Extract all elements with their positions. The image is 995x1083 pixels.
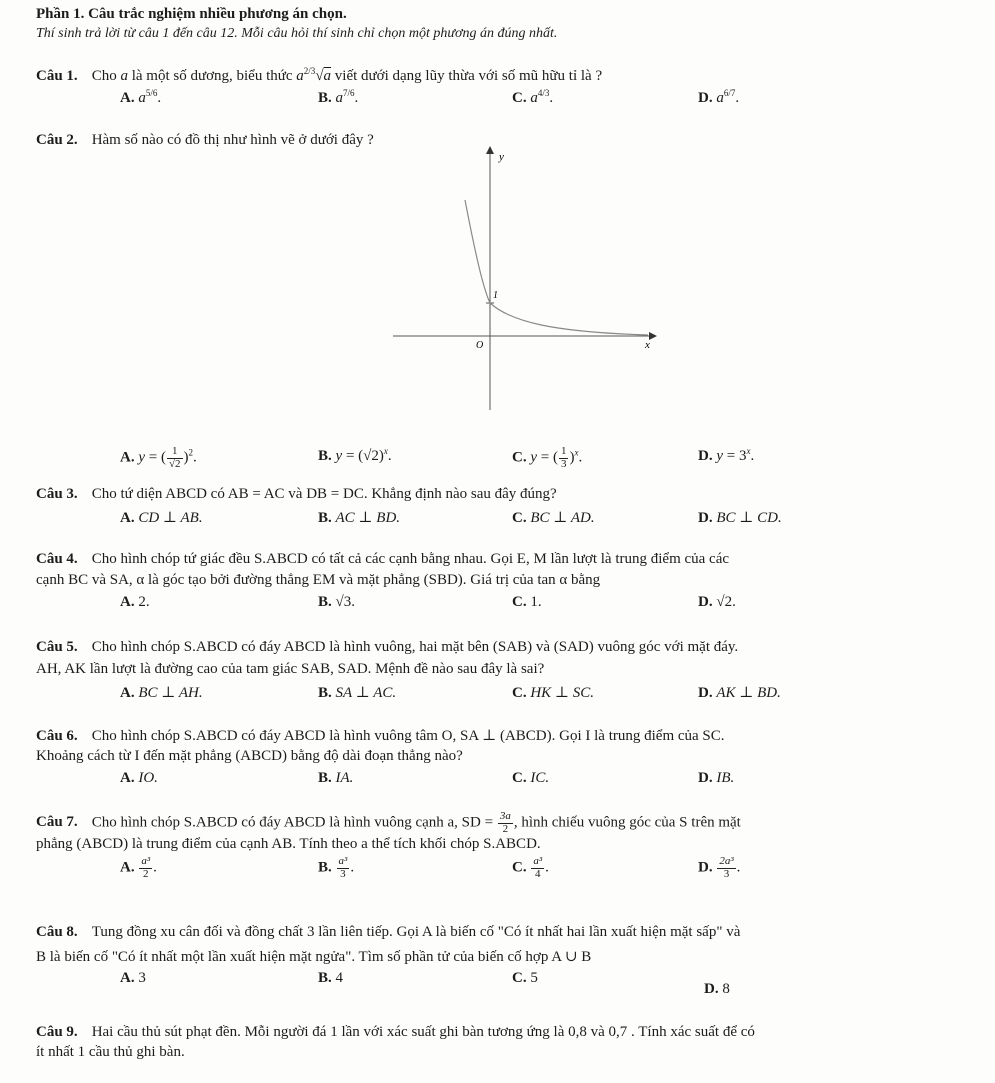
question-text: Tung đồng xu cân đối và đồng chất 3 lần liên tiếp. Gọi A là biến cố "Có ít nhất hai lần xuất hiện mặt sấp" và: [91, 924, 741, 940]
option-letter: D.: [698, 90, 713, 106]
question-9: [36, 1024, 755, 1041]
option-letter: A.: [120, 90, 135, 106]
x-axis-label: x: [645, 339, 650, 351]
q5-option-b[interactable]: [318, 683, 396, 702]
q8-option-b[interactable]: [318, 970, 343, 987]
exp-num: 6: [723, 88, 729, 98]
question-6: [36, 726, 725, 745]
option-letter: B.: [318, 510, 332, 526]
section-title: Phần 1. Câu trắc nghiệm nhiều phương án chọn.: [36, 6, 347, 22]
option-text: BC ⊥ CD.: [716, 510, 782, 526]
option-letter: A.: [120, 449, 135, 466]
question-text: là một số dương, biểu thức: [127, 68, 297, 84]
question-text: Hai cầu thủ sút phạt đền. Mỗi người đá 1 lần với xác suất ghi bàn tương ứng là 0,8 và 0,7 . Tính xác suất để có: [91, 1024, 755, 1040]
q1-option-c[interactable]: C. $a^{4/3}$.: [512, 88, 554, 106]
q7-option-a[interactable]: A. $\frac{\text{a³}}{2}$ .: [120, 855, 157, 880]
q3-option-b[interactable]: [318, 508, 400, 527]
option-text: 4: [335, 970, 344, 986]
option-text: AK ⊥ BD.: [716, 685, 781, 701]
q2-option-d[interactable]: D. $y = 3^x$.: [698, 446, 755, 464]
option-text: 1.: [530, 594, 542, 610]
option-letter: C.: [512, 859, 527, 876]
question-8: [36, 924, 740, 941]
question-9-line2: ít nhất 1 cầu thủ ghi bàn.: [36, 1044, 185, 1060]
option-letter: C.: [512, 594, 527, 610]
exp-num: 7: [343, 88, 348, 98]
q3-option-c[interactable]: [512, 508, 595, 527]
question-label: Câu 8.: [36, 924, 78, 940]
option-text: IO.: [138, 770, 158, 786]
option-letter: C.: [512, 449, 527, 466]
frac-den: 2: [502, 822, 509, 835]
option-text: BC ⊥ AD.: [530, 510, 595, 526]
q1-option-d[interactable]: D. $a^{6/7}$.: [698, 88, 740, 106]
frac-den: 4: [535, 867, 541, 880]
question-text: Cho hình chóp tứ giác đều S.ABCD có tất cả các cạnh bằng nhau. Gọi E, M lần lượt là trung điểm của các: [91, 551, 730, 567]
exp-num: 4: [537, 88, 543, 98]
q3-option-d[interactable]: [698, 508, 782, 527]
q4-option-c[interactable]: [512, 594, 542, 611]
q2-option-c[interactable]: C. y = ( $\frac{1}{3}$ )$^x$.: [512, 445, 583, 470]
question-label: Câu 9.: [36, 1024, 78, 1040]
option-text: 8: [722, 981, 730, 997]
y-axis-label: y: [499, 151, 504, 163]
question-1: Câu 1. Cho a là một số dương, biểu thức $a^{2/3}√a$ viết dưới dạng lũy thừa với số mũ hữu tỉ là ?: [36, 66, 603, 84]
q8-option-c[interactable]: [512, 970, 538, 987]
question-3: [36, 486, 557, 503]
q8-option-a[interactable]: [120, 970, 146, 987]
option-text: AC ⊥ BD.: [335, 510, 401, 526]
question-text: Cho tứ diện ABCD có AB = AC và DB = DC. Khẳng định nào sau đây đúng?: [91, 486, 557, 502]
question-4: [36, 551, 729, 568]
option-letter: C.: [512, 970, 527, 986]
option-letter: A.: [120, 685, 135, 701]
q7-option-c[interactable]: C. $\frac{\text{a³}}{4}$ .: [512, 855, 549, 880]
q4-option-d[interactable]: [698, 594, 736, 611]
option-letter: B.: [318, 970, 332, 986]
question-7-line2: phẳng (ABCD) là trung điểm của cạnh AB. Tính theo a thể tích khối chóp S.ABCD.: [36, 836, 541, 852]
frac-den: 3: [723, 867, 730, 880]
option-text: HK ⊥ SC.: [530, 685, 595, 701]
q2-option-a[interactable]: A. y = ( $\frac{1}{√2}$ )$^2$.: [120, 445, 197, 470]
question-label: Câu 1.: [36, 68, 78, 84]
option-text: IA.: [335, 770, 354, 786]
origin-label: O: [476, 340, 484, 351]
section-instruction: Thí sinh trả lời từ câu 1 đến câu 12. Mỗi câu hỏi thí sinh chỉ chọn một phương án đúng nhất.: [36, 26, 558, 41]
option-text: CD ⊥ AB.: [138, 510, 203, 526]
question-6-line2: Khoảng cách từ I đến mặt phẳng (ABCD) bằng độ dài đoạn thẳng nào?: [36, 748, 463, 764]
option-text: SA ⊥ AC.: [335, 685, 397, 701]
question-text: Cho hình chóp S.ABCD có đáy ABCD là hình vuông tâm O, SA ⊥ (ABCD). Gọi I là trung điểm của SC.: [91, 728, 725, 744]
question-text: Cho hình chóp S.ABCD có đáy ABCD là hình vuông, hai mặt bên (SAB) và (SAD) vuông góc với mặt đáy.: [91, 639, 739, 655]
exp-den: 7: [730, 88, 736, 98]
frac-den: 2: [143, 867, 149, 880]
q1-option-a[interactable]: A. $a^{5/6}$.: [120, 88, 162, 106]
question-text: Cho: [91, 68, 117, 84]
option-text: IB.: [716, 770, 735, 786]
question-label: Câu 5.: [36, 639, 78, 655]
q4-option-b[interactable]: [318, 594, 355, 611]
question-7: [36, 811, 741, 835]
question-label: Câu 6.: [36, 728, 78, 744]
option-letter: D.: [698, 859, 713, 876]
exp-den: 6: [350, 88, 355, 98]
question-5-line2: AH, AK lần lượt là đường cao của tam giác SAB, SAD. Mệnh đề nào sau đây là sai?: [36, 661, 545, 677]
option-text: 3: [138, 970, 146, 986]
option-letter: D.: [698, 594, 713, 610]
question-text: viết dưới dạng lũy thừa với số mũ hữu tỉ là ?: [331, 68, 603, 84]
q7-option-d[interactable]: D. $\frac{\text{2a³}}{3}$ .: [698, 855, 741, 880]
option-letter: D.: [704, 981, 719, 997]
option-text: 2.: [138, 594, 150, 610]
q5-option-d[interactable]: [698, 683, 781, 702]
function-graph: [393, 140, 663, 415]
q5-option-a[interactable]: [120, 683, 203, 702]
option-text: √3.: [335, 594, 355, 610]
option-letter: D.: [698, 510, 713, 526]
option-letter: A.: [120, 970, 135, 986]
q8-option-d[interactable]: [704, 981, 730, 998]
option-letter: C.: [512, 770, 527, 786]
option-text: 5: [530, 970, 538, 986]
question-text: , hình chiếu vuông góc của S trên mặt: [513, 814, 741, 831]
question-4-line2: cạnh BC và SA, α là góc tạo bởi đường thẳng EM và mặt phẳng (SBD). Giá trị của tan α bằng: [36, 572, 601, 588]
option-text: √2.: [716, 594, 736, 610]
exp-den: 6: [152, 88, 158, 98]
frac-num: 2a³: [719, 855, 734, 867]
q5-option-c[interactable]: [512, 683, 594, 702]
option-letter: A.: [120, 594, 135, 610]
question-text: Hàm số nào có đồ thị như hình vẽ ở dưới đây ?: [91, 132, 374, 148]
option-letter: A.: [120, 770, 135, 786]
frac-num: a³: [141, 855, 151, 867]
q6-option-c[interactable]: [512, 770, 549, 787]
graph-curve: [465, 200, 648, 335]
q3-option-a[interactable]: [120, 508, 203, 527]
option-letter: D.: [698, 770, 713, 786]
option-letter: B.: [318, 770, 332, 786]
option-letter: D.: [698, 685, 713, 701]
question-label: Câu 4.: [36, 551, 78, 567]
question-8-line2: B là biến cố "Có ít nhất một lần xuất hiện mặt ngửa". Tìm số phần tử của biến cố hợp A ∪ B: [36, 949, 592, 965]
option-letter: A.: [120, 510, 135, 526]
option-letter: A.: [120, 859, 135, 876]
q6-option-b[interactable]: [318, 770, 353, 787]
question-label: Câu 7.: [36, 814, 78, 831]
frac-num: a³: [338, 855, 348, 867]
one-label: 1: [493, 290, 498, 301]
question-2: [36, 132, 374, 149]
option-letter: B.: [318, 90, 332, 106]
exp-num: 5: [145, 88, 151, 98]
q2-option-b[interactable]: B. $y = (√2)^x$.: [318, 446, 392, 464]
question-label: Câu 3.: [36, 486, 78, 502]
q7-option-b[interactable]: B. $\frac{\text{a³}}{3}$ .: [318, 855, 355, 880]
option-letter: B.: [318, 448, 332, 464]
option-letter: B.: [318, 859, 332, 876]
option-letter: B.: [318, 685, 332, 701]
frac-num: 3a: [499, 810, 511, 822]
question-5: [36, 639, 738, 656]
frac-num: a³: [533, 855, 543, 867]
q6-option-d[interactable]: [698, 770, 734, 787]
frac-den: 3: [340, 867, 346, 880]
q6-option-a[interactable]: [120, 770, 158, 787]
option-text: BC ⊥ AH.: [138, 685, 203, 701]
option-letter: C.: [512, 685, 527, 701]
q4-option-a[interactable]: [120, 594, 150, 611]
option-text: IC.: [530, 770, 550, 786]
exp-den: 3: [544, 88, 550, 98]
option-letter: B.: [318, 594, 332, 610]
question-text: Cho hình chóp S.ABCD có đáy ABCD là hình vuông cạnh a, SD =: [91, 814, 497, 831]
option-letter: C.: [512, 510, 527, 526]
q1-option-b[interactable]: B. $a^{7/6}$.: [318, 88, 359, 106]
question-label: Câu 2.: [36, 132, 78, 148]
option-letter: D.: [698, 448, 713, 464]
option-letter: C.: [512, 90, 527, 106]
